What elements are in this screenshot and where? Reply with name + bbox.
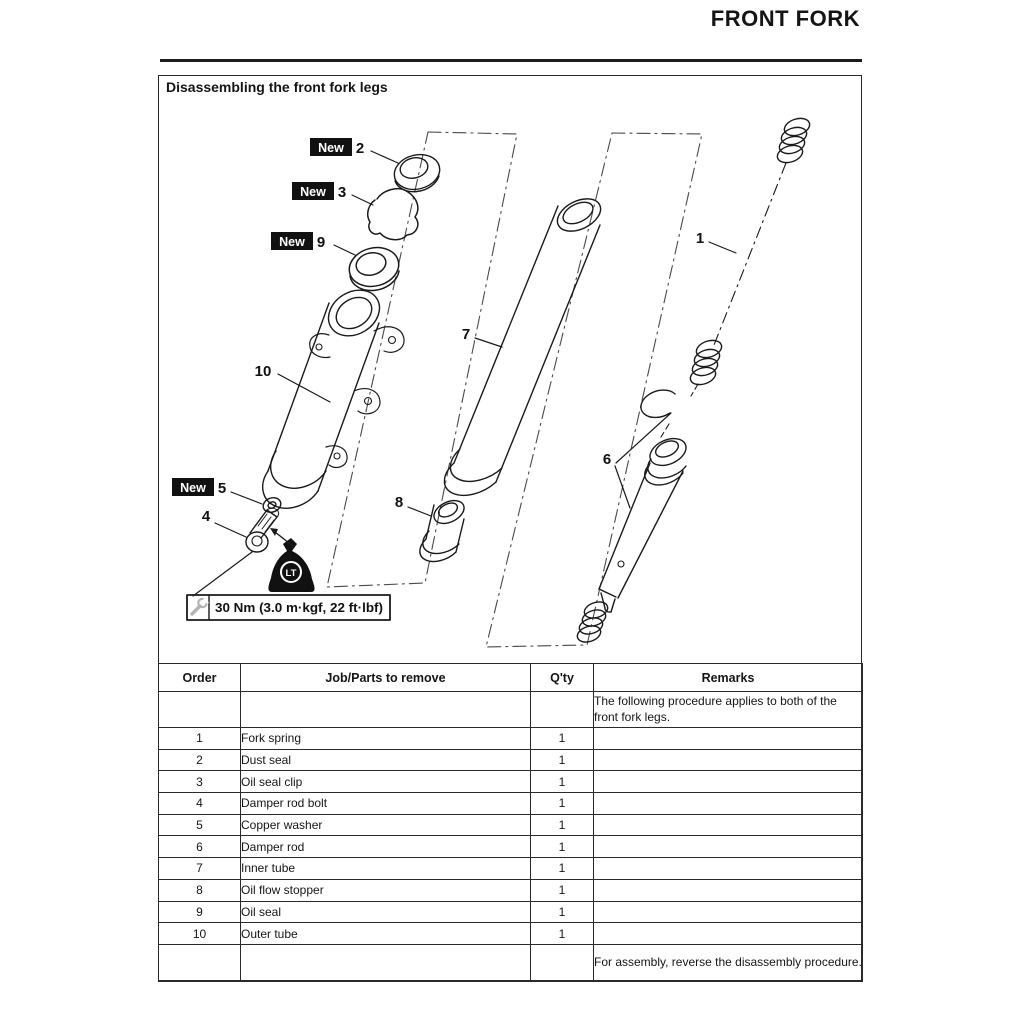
new-badge-label: New — [300, 185, 326, 199]
threadlocker-lt-icon — [268, 528, 314, 592]
new-badge-3 — [292, 182, 334, 200]
callout-1: 1 — [695, 230, 705, 247]
callout-5: 5 — [217, 480, 227, 497]
inner-tube-part — [444, 192, 605, 495]
page-title: FRONT FORK — [710, 6, 860, 31]
callout-6: 6 — [602, 451, 612, 468]
dust-seal-part — [391, 150, 444, 194]
table-row: 1 Fork spring 1 — [159, 728, 863, 750]
table-row: 5 Copper washer 1 — [159, 814, 863, 836]
title-rule — [160, 59, 862, 62]
callout-4: 4 — [201, 508, 211, 525]
new-badge-label: New — [318, 141, 344, 155]
table-row: 7 Inner tube 1 — [159, 858, 863, 880]
col-header-qty: Q'ty — [531, 664, 594, 692]
new-badge-5 — [172, 478, 214, 496]
fork-spring-part — [688, 115, 812, 396]
section-title: Disassembling the front fork legs — [166, 79, 388, 95]
callout-leaders — [215, 151, 736, 537]
table-row: 10 Outer tube 1 — [159, 923, 863, 945]
wrench-icon — [192, 599, 208, 614]
outer-tube-part — [263, 281, 404, 508]
callout-9: 9 — [316, 234, 326, 251]
torque-spec-text: 30 Nm (3.0 m·kgf, 22 ft·lbf) — [215, 600, 383, 615]
new-badge-9 — [271, 232, 313, 250]
closing-remark: For assembly, reverse the disassembly procedure. — [594, 944, 863, 981]
callout-10: 10 — [254, 363, 272, 380]
oil-flow-stopper-part — [420, 496, 468, 562]
table-row: 2 Dust seal 1 — [159, 749, 863, 771]
table-row: 4 Damper rod bolt 1 — [159, 793, 863, 815]
damper-rod-part — [575, 390, 690, 645]
table-header-row — [159, 664, 863, 692]
callout-7: 7 — [461, 326, 471, 343]
callout-2: 2 — [355, 140, 365, 157]
lt-label: LT — [285, 568, 297, 579]
table-row: 6 Damper rod 1 — [159, 836, 863, 858]
callout-8: 8 — [394, 494, 404, 511]
table-row: 9 Oil seal 1 — [159, 901, 863, 923]
col-header-job: Job/Parts to remove — [241, 664, 531, 692]
col-header-remarks: Remarks — [594, 664, 863, 692]
table-row: 8 Oil flow stopper 1 — [159, 879, 863, 901]
callout-3: 3 — [337, 184, 347, 201]
parts-table — [158, 663, 863, 982]
table-row — [159, 692, 863, 728]
new-badge-label: New — [180, 481, 206, 495]
exploded-view-diagram — [158, 95, 862, 663]
new-badge-label: New — [279, 235, 305, 249]
new-badge-2 — [310, 138, 352, 156]
alignment-plane-left — [327, 132, 517, 587]
alignment-plane-right — [486, 133, 705, 647]
col-header-order: Order — [159, 664, 241, 692]
table-row — [159, 944, 863, 981]
oil-seal-clip-part — [368, 189, 418, 240]
table-row: 3 Oil seal clip 1 — [159, 771, 863, 793]
intro-remark: The following procedure applies to both of the front fork legs. — [594, 692, 863, 728]
